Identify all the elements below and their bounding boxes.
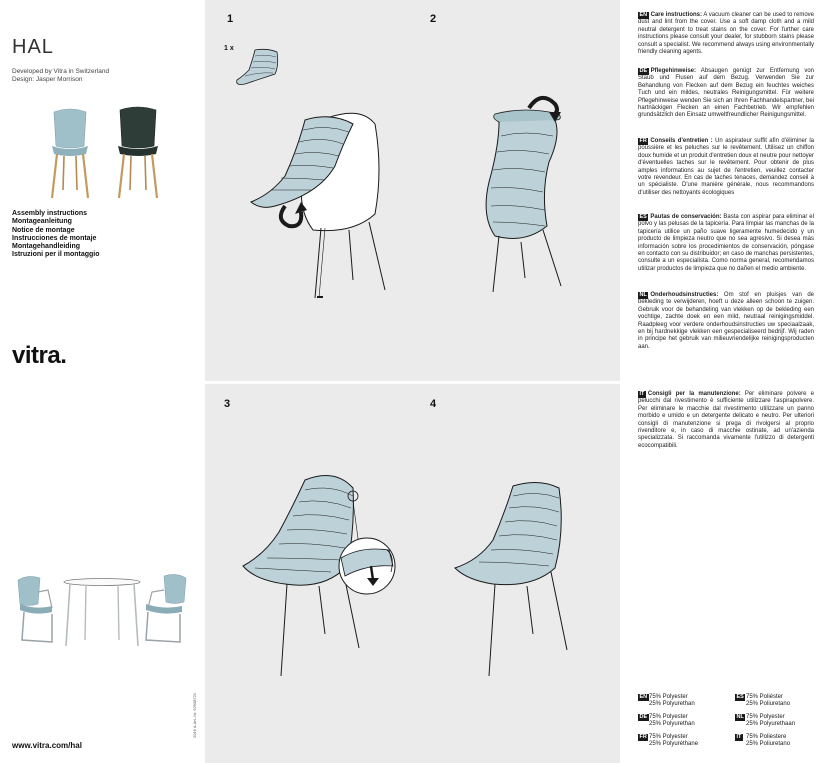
detail-zoom-illustration [337, 536, 397, 596]
lang-badge-de: DE [639, 68, 648, 74]
material-lang-es: ES [736, 694, 744, 700]
care-heading-fr: Conseils d'entretien : [650, 138, 713, 144]
care-heading-es: Pautas de conservación: [650, 214, 722, 220]
material-line: 25% Polyurethan [649, 701, 695, 707]
cover-panel [0, 0, 205, 763]
product-credits [12, 68, 109, 84]
product-photo-table-set [12, 570, 192, 650]
assembly-title-en: Assembly instructions [12, 210, 88, 217]
care-text-it: Per eliminare polvere e pelucchi dal rivestimento è sufficiente utilizzare l'aspirapolvere. Per eliminare le macchie dal rivestimento utilizzare un panno morbido e umido e un detergente delicato e neutro. Per ulteriori consigli di manutenzione si prega di rivolgersi al proprio rivenditore e, in caso di macchie ostinate, ad un'azienda specializzata. Si raccomanda vivamente l'utilizzo di detergenti ecocompatibili. [638, 391, 814, 449]
care-text-fr: Un aspirateur suffit afin d'éliminer la poussière et les peluches sur le revêtement. Utilisez un chiffon doux humide et un produit d'entretien doux et neutre pour nettoyer d'éventuelles taches sur le revêtement. Pour obtenir de plus amples informations au sujet de l'entretien, veuillez contacter votre revendeur. En cas de taches tenaces, demandez conseil à un spécialiste. D'une manière générale, nous recommandons d'utiliser des nettoyants écologiques [638, 138, 814, 196]
care-block-de [638, 68, 814, 120]
lang-badge-en: EN [639, 12, 648, 18]
step-number-1: 1 [227, 13, 234, 25]
care-text-de: Absaugen genügt zur Entfernung von Staub und Flusen auf dem Bezug. Verwenden Sie zur Behandlung von Flecken auf dem Bezug ein feuchtes weiches Tuch und ein mildes, neutrales Reinigungsmittel. Für weitere Pflegehinweise wenden Sie sich an Ihren Fachhandelspartner, bei hartnäckigen Flecken an einen Fachbetrieb. Wir empfehlen grundsätzlich den Einsatz umweltfreundlicher Reinigungsmittel. [638, 68, 814, 119]
cushion-part-icon [233, 48, 281, 90]
material-lang-nl: NL [736, 714, 744, 720]
care-block-es [638, 214, 814, 273]
material-line: 25% Poliuretano [746, 741, 791, 747]
care-text-en: A vacuum cleaner can be used to remove dust and lint from the cover. Use a soft damp cloth and a mild neutral detergent to treat stains on the cover. For further care instructions please consult your dealer, for stubborn stains please consult a specialist. We recommend always using environmentally friendly cleaning agents. [638, 12, 814, 56]
material-line: 75% Polyester [649, 714, 688, 720]
care-block-it [638, 391, 814, 450]
care-text-nl: Om stof en pluisjes van de bekleding te verwijderen, hoeft u deze alleen schoon te zuigen. Gebruik voor de behandeling van vlekken op de bekleding een vochtige, zachte doek en een mild, neutraal reinigingsmiddel. Raadpleeg voor verdere onderhoudsinstructies uw speciaalzaak, en bij hardnekkige vlekken een gespecialiseerd bedrijf. Wij raden in principe het gebruik van milieuvriendelijke reinigingsproducten aan. [638, 292, 814, 350]
care-heading-nl: Onderhoudsinstructies: [650, 292, 719, 298]
care-block-nl [638, 292, 814, 351]
step-4-illustration [449, 480, 599, 680]
material-line: 75% Polyester [649, 694, 688, 700]
step-number-4: 4 [430, 398, 437, 410]
step-1-illustration [245, 110, 435, 310]
website-url[interactable]: www.vitra.com/hal [12, 741, 82, 750]
lang-badge-nl: NL [639, 292, 647, 298]
material-line: 75% Poliestere [746, 734, 787, 740]
steps-panel-bottom [205, 384, 620, 763]
material-lang-it: IT [736, 734, 742, 740]
product-title: HAL [12, 36, 54, 58]
material-line: 25% Polyurethan [649, 721, 695, 727]
care-block-en [638, 12, 814, 56]
material-line: 25% Polyuréthane [649, 741, 699, 747]
material-lang-fr: FR [639, 734, 647, 740]
assembly-title-fr: Notice de montage [12, 226, 75, 234]
lang-badge-fr: FR [639, 138, 647, 144]
product-photo-chairs [40, 106, 170, 202]
material-line: 75% Poliéster [746, 694, 784, 700]
care-heading-de: Pflegehinweise: [650, 68, 696, 74]
vitra-logo: vitra. [12, 342, 67, 369]
care-instructions-panel [620, 0, 826, 763]
assembly-title-es: Instrucciones de montaje [12, 234, 97, 242]
developed-line: Developed by Vitra in Switzerland [12, 68, 110, 75]
care-block-fr [638, 138, 814, 197]
material-line: 75% Polyester [649, 734, 688, 740]
material-line: 25% Poliuretano [746, 701, 791, 707]
assembly-title-it: Istruzioni per il montaggio [12, 251, 100, 259]
step-1-quantity: 1 x [224, 45, 234, 52]
step-number-3: 3 [224, 398, 231, 410]
material-lang-de: DE [639, 714, 648, 720]
step-2-illustration [475, 96, 605, 296]
design-line: Design: Jasper Morrison [12, 76, 83, 83]
assembly-titles [12, 210, 100, 260]
assembly-title-nl: Montagehandleiding [12, 243, 81, 251]
care-heading-en: Care instructions: [650, 12, 703, 18]
lang-badge-es: ES [639, 214, 647, 220]
step-number-2: 2 [430, 13, 437, 25]
lang-badge-it: IT [639, 391, 645, 397]
material-line: 25% Polyurethaan [746, 721, 796, 727]
material-line: 75% Polyester [746, 714, 785, 720]
steps-panel-top [205, 0, 620, 381]
care-text-es: Basta con aspirar para eliminar el polvo y las pelusas de la tapicería. Para limpiar las manchas de la tapicería utilice un paño suave ligeramente humedecido y un producto de limpieza neutro que no sea agresivo. Si desea más información sobre los procedimientos de conservación, póngase en contacto con su distribuidor; en caso de manchas persistentes, consulte a un especialista. Como norma general, recomendamos utilizar productos de limpieza que no dañen el medio ambiente. [638, 214, 814, 272]
care-heading-it: Consigli per la manutenzione: [647, 391, 741, 397]
assembly-title-de: Montageanleitung [12, 218, 72, 226]
article-number: 2016 & Art.-Nr. 62908721 [192, 692, 197, 738]
material-lang-en: EN [639, 694, 648, 700]
